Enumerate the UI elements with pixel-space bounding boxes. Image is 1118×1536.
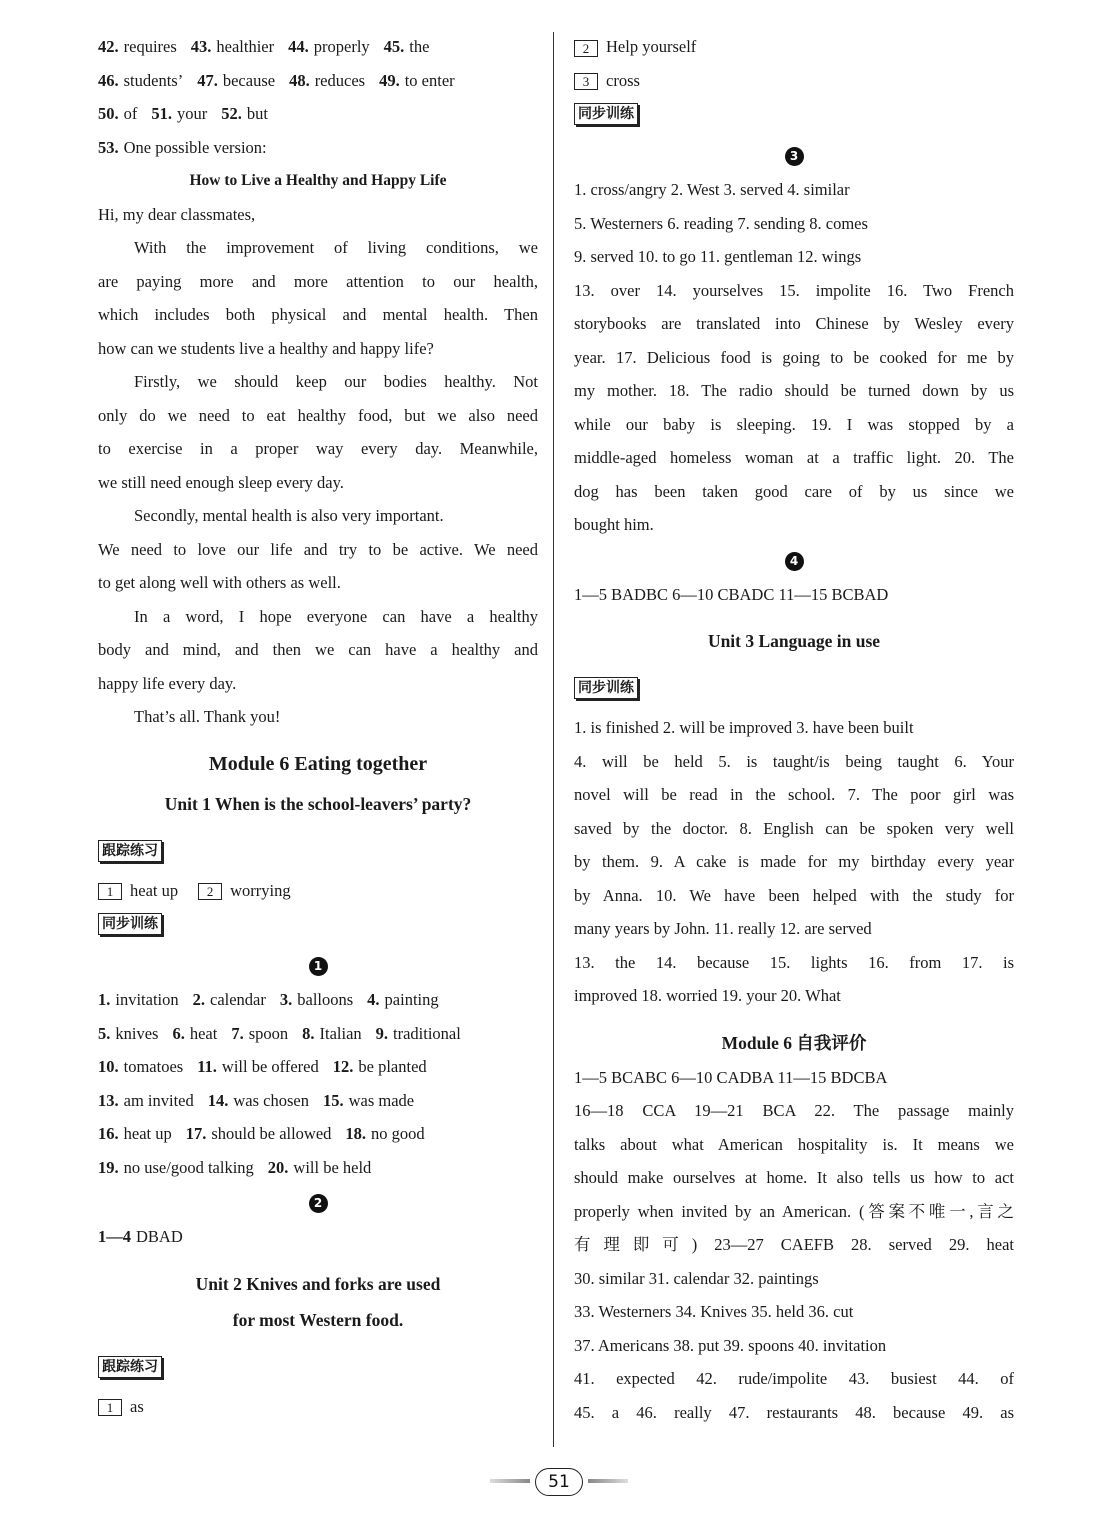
boxed-answer xyxy=(98,881,178,900)
answer-item xyxy=(280,990,353,1009)
answer-number: 48. xyxy=(289,70,310,90)
answer-item xyxy=(98,990,179,1009)
answer-text: traditional xyxy=(393,1023,461,1043)
answer-number: 50. xyxy=(98,104,119,123)
answer-number: 10. xyxy=(98,1057,119,1076)
answer-text: am invited xyxy=(123,1090,194,1110)
boxed-answer xyxy=(198,881,291,900)
answer-number: 1—4 xyxy=(98,1227,131,1246)
text-line: 9. served 10. to go 11. gentleman 12. wings xyxy=(574,247,862,266)
answer-number: 49. xyxy=(379,70,400,90)
answer-number: 2. xyxy=(192,990,205,1009)
answer-text: because xyxy=(222,70,276,90)
answer-text: as xyxy=(130,1396,144,1416)
section-tag: 同步训练 xyxy=(98,913,162,935)
right-column xyxy=(574,30,1014,1429)
boxed-number: 2 xyxy=(574,40,598,57)
text-line: only do we need to eat healthy food, but we also need xyxy=(98,405,538,425)
section-tag: 跟踪练习 xyxy=(98,840,162,862)
answer-number: 7. xyxy=(231,1023,244,1043)
section-tag: 同步训练 xyxy=(574,103,638,125)
answer-line xyxy=(98,1017,538,1051)
answer-number: 43. xyxy=(190,37,212,56)
essay-greeting: Hi, my dear classmates, xyxy=(98,204,256,224)
text-line: by them. 9. A cake is made for my birthday every year xyxy=(574,852,1014,871)
answer-item xyxy=(98,1024,158,1043)
text-line: 41. expected 42. rude/impolite 43. busiest 44. of xyxy=(574,1369,1014,1388)
answer-text: should be allowed xyxy=(211,1124,332,1143)
answer-item xyxy=(98,71,183,90)
text-line: 有理即可) 23—27 CAEFB 28. served 29. heat xyxy=(574,1235,1014,1254)
text-line: Firstly, we should keep our bodies healthy. Not xyxy=(134,372,538,391)
unit-3-title: Unit 3 Language in use xyxy=(707,631,881,651)
answer-number: 4. xyxy=(367,990,380,1009)
answer-number: 8. xyxy=(302,1023,315,1043)
boxed-answer-line xyxy=(574,64,1014,98)
answer-text: be planted xyxy=(358,1057,427,1076)
answer-text: your xyxy=(177,104,208,123)
answer-item xyxy=(289,71,365,90)
exercise-number-circle: 3 xyxy=(785,147,804,166)
answer-item xyxy=(197,71,275,90)
section-tag-line xyxy=(574,671,1014,711)
answer-item xyxy=(98,1158,254,1177)
answer-number: 52. xyxy=(221,104,242,123)
answer-item xyxy=(345,1124,424,1143)
answer-item xyxy=(151,104,207,123)
answer-number: 16. xyxy=(98,1124,119,1143)
text-line: Secondly, mental health is also very important. xyxy=(134,506,444,525)
text-line: to get along well with others as well. xyxy=(98,573,341,592)
answer-number: 42. xyxy=(98,37,119,56)
answer-number: 45. xyxy=(383,37,405,56)
answer-item xyxy=(186,1124,332,1143)
answer-line xyxy=(98,1220,538,1254)
text-line: talks about what American hospitality is. It means we xyxy=(574,1134,1014,1154)
boxed-answer-line xyxy=(98,1390,538,1424)
answer-text: knives xyxy=(115,1023,159,1043)
text-line: 33. Westerners 34. Knives 35. held 36. cut xyxy=(574,1302,854,1321)
text-line: saved by the doctor. 8. English can be spoken very well xyxy=(574,818,1014,838)
text-line: 4. will be held 5. is taught/is being taught 6. Your xyxy=(574,751,1014,771)
exercise-number-circle: 2 xyxy=(309,1194,328,1213)
text-line: With the improvement of living conditions, we xyxy=(134,238,538,257)
text-line: storybooks are translated into Chinese by Wesley every xyxy=(574,314,1014,333)
answer-text: requires xyxy=(123,37,177,56)
spacer xyxy=(574,1013,1014,1025)
answer-item xyxy=(197,1057,319,1076)
text-line: 5. Westerners 6. reading 7. sending 8. comes xyxy=(574,213,868,233)
unit-1-title: Unit 1 When is the school-leavers’ party? xyxy=(164,793,472,814)
text-line: 16—18 CCA 19—21 BCA 22. The passage mainly xyxy=(574,1101,1014,1120)
answer-number: 53. xyxy=(98,137,119,157)
self-evaluation-title: Module 6 自我评价 xyxy=(721,1032,867,1053)
answer-text: the xyxy=(409,37,430,56)
answer-text: was chosen xyxy=(233,1090,309,1110)
answer-number: 13. xyxy=(98,1090,119,1110)
section-tag-line xyxy=(98,907,538,947)
text-line: while our baby is sleeping. 19. I was stopped by a xyxy=(574,414,1014,434)
answer-number: 12. xyxy=(332,1057,354,1076)
text-line: body and mind, and then we can have a healthy and xyxy=(98,640,538,659)
answer-line xyxy=(98,131,538,165)
answer-item xyxy=(288,37,370,56)
answer-item xyxy=(302,1024,362,1043)
answer-text: students’ xyxy=(123,70,184,90)
boxed-number: 1 xyxy=(98,1399,122,1416)
boxed-number: 3 xyxy=(574,73,598,90)
text-line: middle-aged homeless woman at a traffic light. 20. The xyxy=(574,448,1014,467)
text-line: by Anna. 10. We have been helped with the study for xyxy=(574,885,1014,905)
section-tag: 同步训练 xyxy=(574,677,638,699)
answer-number: 18. xyxy=(345,1124,367,1143)
answer-item xyxy=(367,990,438,1009)
unit-2-title-cont: for most Western food. xyxy=(232,1309,404,1330)
answer-text: heat xyxy=(189,1023,218,1043)
left-column xyxy=(98,30,538,1423)
answer-line xyxy=(98,1084,538,1118)
answer-text: cross xyxy=(606,70,640,90)
answer-text: calendar xyxy=(210,990,266,1009)
section-tag-line xyxy=(574,97,1014,137)
text-line: happy life every day. xyxy=(98,673,237,693)
answer-item xyxy=(191,37,274,56)
answer-number: 9. xyxy=(375,1023,389,1043)
section-tag-line xyxy=(98,1350,538,1390)
section-tag-line xyxy=(98,834,538,874)
text-line: 1—5 BADBC 6—10 CBADC 11—15 BCBAD xyxy=(574,584,889,604)
text-line: 1—5 BCABC 6—10 CADBA 11—15 BDCBA xyxy=(574,1067,888,1087)
boxed-answer xyxy=(98,1397,144,1416)
answer-line xyxy=(98,30,538,64)
answer-text: DBAD xyxy=(136,1227,183,1246)
answer-text: One possible version: xyxy=(123,137,267,157)
answer-text: painting xyxy=(384,990,439,1009)
text-line: we still need enough sleep every day. xyxy=(98,472,344,492)
text-line: 13. the 14. because 15. lights 16. from 17. is xyxy=(574,952,1014,972)
text-line: are paying more and more attention to our health, xyxy=(98,271,538,291)
answer-number: 3. xyxy=(279,990,293,1009)
text-line: 1. cross/angry 2. West 3. served 4. similar xyxy=(574,180,850,199)
column-divider xyxy=(553,32,554,1447)
text-line: many years by John. 11. really 12. are served xyxy=(574,919,872,938)
answer-text: no use/good talking xyxy=(123,1157,254,1177)
answer-number: 5. xyxy=(98,1023,111,1043)
answer-item xyxy=(208,1091,309,1110)
answer-number: 11. xyxy=(197,1057,217,1076)
spacer xyxy=(574,611,1014,623)
answer-text: healthier xyxy=(216,37,275,56)
answer-number: 14. xyxy=(207,1090,229,1110)
text-line: novel will be read in the school. 7. The poor girl was xyxy=(574,785,1014,804)
answer-item xyxy=(98,37,177,56)
text-line: That’s all. Thank you! xyxy=(134,707,281,726)
text-line: 37. Americans 38. put 39. spoons 40. invitation xyxy=(574,1335,887,1355)
exercise-marker-line xyxy=(98,947,538,983)
answer-item xyxy=(98,138,267,157)
text-line: how can we students live a healthy and happy life? xyxy=(98,338,434,358)
module-title: Module 6 Eating together xyxy=(208,752,428,775)
exercise-marker-line xyxy=(574,137,1014,173)
text-line: should make ourselves at home. It also tells us how to act xyxy=(574,1168,1014,1187)
exercise-marker-line xyxy=(98,1184,538,1220)
spacer xyxy=(574,659,1014,671)
answer-line xyxy=(98,1151,538,1185)
answer-text: will be offered xyxy=(221,1057,319,1076)
answer-item xyxy=(333,1057,427,1076)
answer-text: Italian xyxy=(319,1023,362,1043)
answer-number: 1. xyxy=(98,990,111,1009)
answer-text: invitation xyxy=(115,990,179,1009)
answer-item xyxy=(384,37,430,56)
answer-text: of xyxy=(123,104,138,123)
answer-item xyxy=(98,1227,183,1246)
text-line: 45. a 46. really 47. restaurants 48. because 49. as xyxy=(574,1402,1014,1422)
answer-number: 44. xyxy=(288,37,309,56)
text-line: We need to love our life and try to be active. We need xyxy=(98,539,538,559)
answer-number: 6. xyxy=(172,1023,185,1043)
boxed-number: 1 xyxy=(98,883,122,900)
answer-item xyxy=(98,1124,172,1143)
answer-number: 47. xyxy=(197,70,218,90)
answer-number: 51. xyxy=(151,104,172,123)
answer-text: reduces xyxy=(314,70,366,90)
answer-text: properly xyxy=(313,37,370,56)
text-line: my mother. 18. The radio should be turned down by us xyxy=(574,381,1014,400)
section-tag: 跟踪练习 xyxy=(98,1356,162,1378)
text-line: to exercise in a proper way every day. Meanwhile, xyxy=(98,439,538,458)
page-number: 51 xyxy=(510,1468,608,1494)
text-line: properly when invited by an American. (答案不唯一,言之 xyxy=(574,1201,1014,1221)
answer-text: but xyxy=(246,104,268,123)
answer-item xyxy=(376,1024,461,1043)
answer-text: spoon xyxy=(248,1023,289,1043)
answer-text: was made xyxy=(348,1090,415,1110)
answer-text: balloons xyxy=(297,990,354,1009)
text-line: 13. over 14. yourselves 15. impolite 16. Two French xyxy=(574,280,1014,300)
answer-number: 20. xyxy=(267,1157,289,1177)
answer-item xyxy=(98,1057,183,1076)
answer-text: heat up xyxy=(123,1124,172,1143)
text-line: 1. is finished 2. will be improved 3. have been built xyxy=(574,718,914,737)
text-line: bought him. xyxy=(574,515,654,534)
text-line: year. 17. Delicious food is going to be cooked for me by xyxy=(574,347,1014,367)
answer-line xyxy=(98,1050,538,1084)
answer-text: tomatoes xyxy=(123,1057,184,1076)
answer-item xyxy=(98,104,137,123)
spacer xyxy=(98,1338,538,1350)
text-line: 30. similar 31. calendar 32. paintings xyxy=(574,1268,819,1288)
answer-text: will be held xyxy=(293,1157,372,1177)
answer-number: 46. xyxy=(98,70,119,90)
answer-number: 19. xyxy=(98,1157,119,1177)
spacer xyxy=(98,1254,538,1266)
answer-line xyxy=(98,983,538,1017)
answer-text: no good xyxy=(371,1124,425,1143)
boxed-number: 2 xyxy=(198,883,222,900)
boxed-answer-line xyxy=(574,30,1014,64)
answer-item xyxy=(98,1091,194,1110)
essay-title: How to Live a Healthy and Happy Life xyxy=(189,172,447,189)
exercise-number-circle: 4 xyxy=(785,552,804,571)
text-line: In a word, I hope everyone can have a healthy xyxy=(134,606,538,626)
answer-line xyxy=(98,64,538,98)
answer-text: heat up xyxy=(130,880,179,900)
unit-2-title: Unit 2 Knives and forks are used xyxy=(195,1273,441,1294)
answer-item xyxy=(193,990,266,1009)
answer-number: 15. xyxy=(322,1090,344,1110)
answer-text: Help yourself xyxy=(606,37,697,56)
exercise-number-circle: 1 xyxy=(309,957,328,976)
text-line: which includes both physical and mental health. Then xyxy=(98,305,538,324)
text-line: improved 18. worried 19. your 20. What xyxy=(574,986,841,1005)
answer-item xyxy=(221,104,268,123)
answer-item xyxy=(323,1091,414,1110)
answer-text: worrying xyxy=(230,880,291,900)
answer-line xyxy=(98,97,538,131)
boxed-answer-line xyxy=(98,874,538,908)
exercise-marker-line xyxy=(574,542,1014,578)
answer-number: 17. xyxy=(185,1124,207,1143)
answer-item xyxy=(172,1024,217,1043)
answer-line xyxy=(98,1117,538,1151)
spacer xyxy=(98,822,538,834)
answer-item xyxy=(379,71,455,90)
answer-text: to enter xyxy=(404,70,455,90)
text-line: dog has been taken good care of by us since we xyxy=(574,481,1014,501)
answer-item xyxy=(231,1024,288,1043)
answer-item xyxy=(268,1158,372,1177)
